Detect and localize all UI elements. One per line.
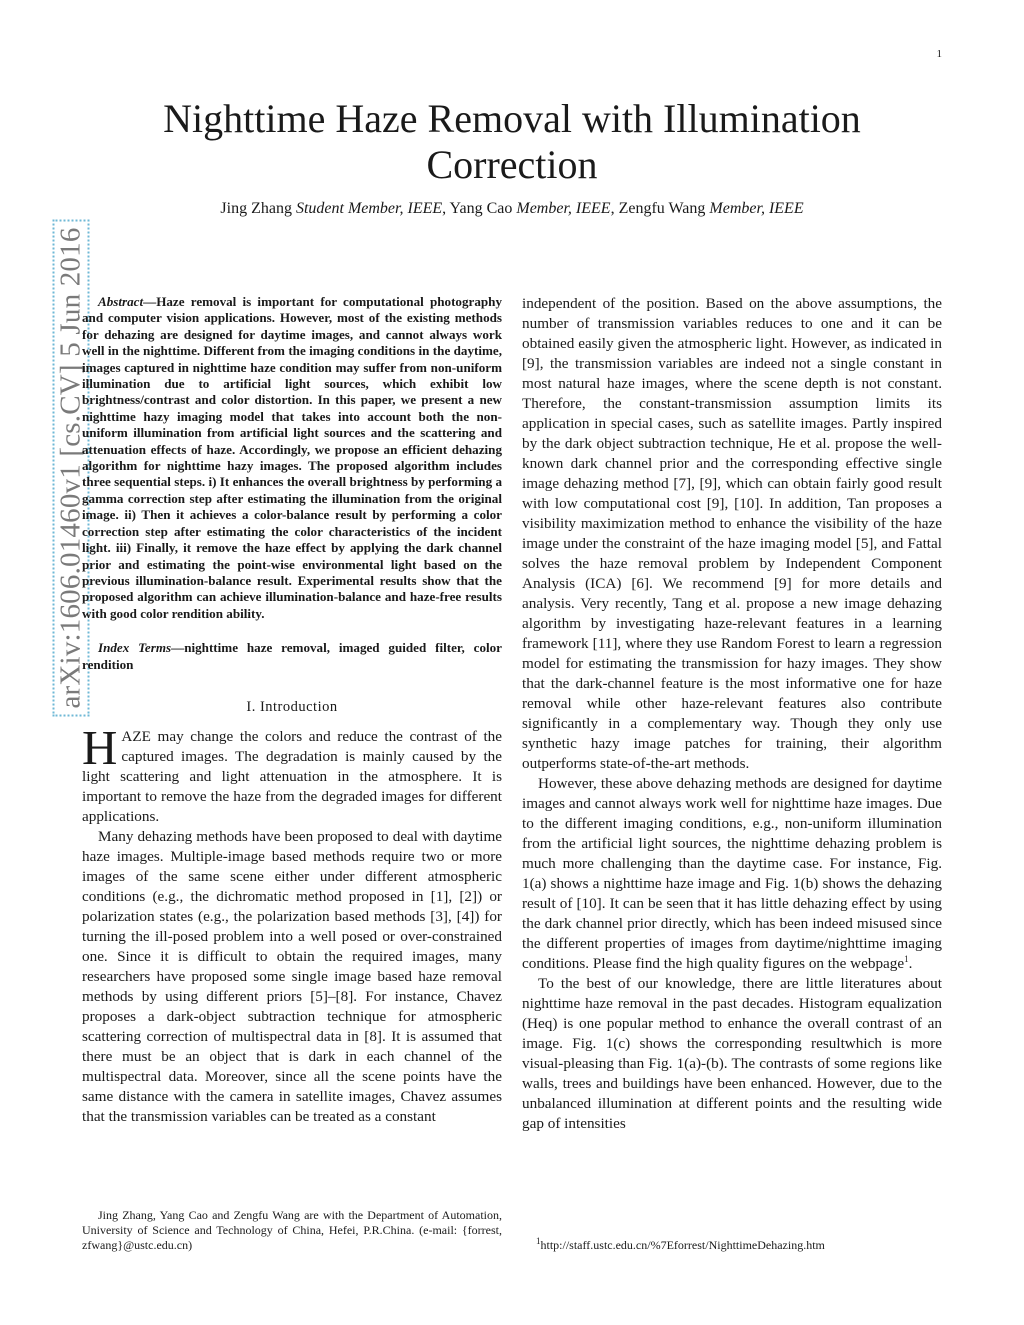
paper-title: Nighttime Haze Removal with Illumination Correction: [163, 96, 861, 187]
author-name: Yang Cao: [449, 200, 513, 217]
author-role: Student Member, IEEE: [295, 200, 443, 217]
index-terms: Index Terms—nighttime haze removal, imaged guided filter, color rendition: [82, 640, 502, 672]
index-terms-label: Index Terms: [98, 640, 172, 656]
author-name: Zengfu Wang: [618, 200, 706, 217]
sentence-end: .: [908, 955, 913, 972]
intro-paragraph-text: AZE may change the colors and reduce the contrast of the captured images. The degradation is mainly caused by the light scattering and light attenuation in the atmosphere. It is important to remove the haze from the degraded images for different applications.: [82, 727, 502, 825]
section-heading: I. Introduction: [246, 698, 338, 715]
body-paragraph: To the best of our knowledge, there are little literatures about nighttime haze removal in the past decades. Histogram equalization (Heq) is one popular method to enhance the overall contrast of an image. Fig. 1(c) shows the corresponding resultwhich is more visual-pleasing than Fig. 1(a)-(b). The contrasts of some regions like walls, trees and buildings have been enhanced. However, due to the unbalanced illumination at different points and the resulting wide gap of intensities: [522, 975, 942, 1132]
footnote-marker: 1: [904, 953, 909, 964]
page-number: 1: [936, 48, 942, 60]
affiliation-footnote: Jing Zhang, Yang Cao and Zengfu Wang are with the Department of Automation, University of Science and Technology of China, Hefei, P.R.China. (e-mail: {forrest, zfwang}@ustc.edu.cn): [82, 1208, 502, 1252]
author-role: Member, IEEE: [709, 200, 804, 217]
author-list: Jing Zhang Student Member, IEEE, Yang Cao Member, IEEE, Zengfu Wang Member, IEEE: [220, 200, 804, 217]
index-terms-text: nighttime haze removal, imaged guided filter, color rendition: [82, 640, 502, 672]
arxiv-id: arXiv:1606.01460v1 [cs.CV] 5 Jun 2016: [53, 219, 90, 716]
url-footnote: [536, 1238, 825, 1253]
right-column: [522, 294, 942, 1134]
abstract-text: Haze removal is important for computational photography and computer vision applications. However, most of the existing methods for dehazing are designed for daytime images, and cannot always work well in the nighttime. Different from the imaging conditions in the daytime, images captured in nighttime haze condition may suffer from non-uniform illumination due to artificial light sources, which exhibit low brightness/contrast and color distortion. In this paper, we present a new nighttime hazy imaging model that takes into account both the non-uniform illumination from artificial light sources and the scattering and attenuation effects of haze. Accordingly, we propose an efficient dehazing algorithm for nighttime hazy images. The proposed algorithm includes three sequential steps. i) It enhances the overall brightness by performing a gamma correction step after estimating the illumination from the original image. ii) Then it achieves a color-balance result by performing a color correction step after estimating the color characteristics of the incident light. iii) Finally, it remove the haze effect by applying the dark channel prior and estimating the point-wise environmental light based on the previous illumination-balance result. Experimental results show that the proposed algorithm can achieve illumination-balance and haze-free results with good color rendition ability.: [82, 294, 502, 621]
body-paragraph: independent of the position. Based on the above assumptions, the number of transmission variables reduces to one and it can be obtained easily given the atmospheric light. However, as indicated in [9], the transmission variables are indeed not a single constant in most natural haze images, where the scene depth is not constant. Therefore, the constant-transmission assumption limits its application in special cases, such as satellite images. Partly inspired by the dark object subtraction technique, He et al. propose the well-known dark channel prior and the corresponding effective single image dehazing method [7], [9], which can obtain fairly good result with low computational cost [9], [10]. In addition, Tan proposes a visibility maximization method to enhance the visibility of the haze image under the constraint of the haze imaging model [5], and Fattal solves the haze removal problem by Independent Component Analysis (ICA) [6]. We recommend [9] for more details and analysis. Very recently, Tang et al. propose a new image dehazing algorithm by investigating haze-relevant features in a learning framework [11], where they use Random Forest to learn a regression model for estimating the transmission for hazy images. They show that the dark-channel feature is the most informative one for haze removal while other haze-relevant features also contribute significantly in a complementary way. Though they only use synthetic hazy image patches for training, their algorithm outperforms state-of-the-art methods.: [522, 295, 942, 772]
drop-cap: H: [82, 719, 118, 775]
intro-paragraph: [82, 719, 502, 827]
abstract: Abstract—Haze removal is important for computational photography and computer vision applications. However, most of the existing methods for dehazing are designed for daytime images, and cannot always work well in the nighttime. Different from the imaging conditions in the daytime, images captured in nighttime haze condition may suffer from non-uniform illumination due to artificial light sources, which exhibit low brightness/contrast and color distortion. In this paper, we present a new nighttime hazy imaging model that takes into account both the non-uniform illumination from artificial light sources and the scattering and attenuation effects of haze. Accordingly, we propose an efficient dehazing algorithm for nighttime hazy images. The proposed algorithm includes three sequential steps. i) It enhances the overall brightness by performing a gamma correction step after estimating the illumination from the original image. ii) Then it achieves a color-balance result by performing a color correction step after estimating the color characteristics of the incident light. iii) Finally, it remove the haze effect by applying the dark channel prior and estimating the point-wise environmental light based on the previous illumination-balance result. Experimental results show that the proposed algorithm can achieve illumination-balance and haze-free results with good color rendition ability.: [82, 294, 502, 621]
footnote-marker: 1: [536, 1236, 541, 1246]
left-column: [82, 294, 502, 1127]
author-name: Jing Zhang: [220, 200, 292, 217]
author-role: Member, IEEE: [516, 200, 611, 217]
body-paragraph-text: However, these above dehazing methods are designed for daytime images and cannot always work well for nighttime haze images. Due to the different imaging conditions, e.g., non-uniform illumination from the artificial light sources, the nighttime dehazing problem is much more challenging than the daytime case. For instance, Fig. 1(a) shows a nighttime haze image and Fig. 1(b) shows the dehazing result of [10]. It can be seen that it has little dehazing effect by using the dark channel prior directly, which has been indeed misused since the different properties of images from daytime/nighttime imaging conditions. Please find the high quality figures on the webpage: [522, 775, 942, 972]
footnote-url: http://staff.ustc.edu.cn/%7Eforrest/NighttimeDehazing.htm: [540, 1238, 825, 1252]
body-paragraph: [522, 774, 942, 974]
body-paragraph: Many dehazing methods have been proposed to deal with daytime haze images. Multiple-image based methods require two or more images of the same scene either under different atmospheric conditions (e.g., the dichromatic method proposed in [1], [2]) or polarization states (e.g., the polarization based methods [3], [4]) for turning the ill-posed problem into a well posed or over-constrained one. Since it is difficult to obtain the required images, many researchers have proposed some single image based haze removal methods by using different priors [5]–[8]. For instance, Chavez proposes a dark-object subtraction technique for atmospheric scattering correction of multispectral data in [8]. It is assumed that there must be an object that is dark in each channel of the multispectral data. Moreover, since all the scene points have the same distance with the camera in satellite images, Chavez assumes that the transmission variables can be treated as a constant: [82, 827, 502, 1125]
abstract-label: Abstract: [98, 294, 144, 309]
